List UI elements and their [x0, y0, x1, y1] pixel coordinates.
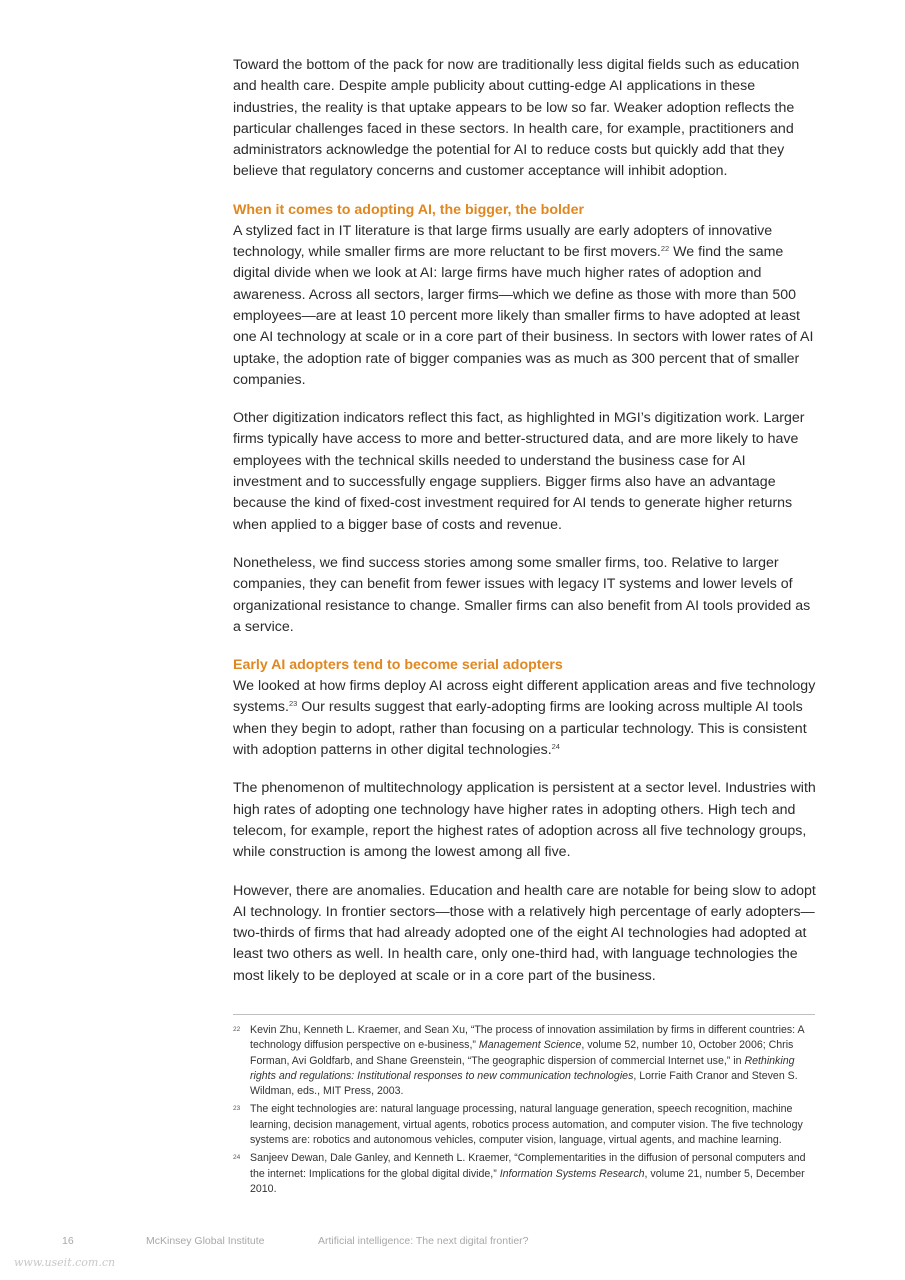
footer-publisher: McKinsey Global Institute	[146, 1235, 265, 1247]
heading-bigger-bolder: When it comes to adopting AI, the bigger, the bolder	[233, 201, 585, 218]
footer-report-title: Artificial intelligence: The next digital frontier?	[318, 1235, 529, 1247]
footnote-divider	[233, 1014, 815, 1015]
footnote-number: 23	[233, 1105, 241, 1113]
paragraph-application-areas: We looked at how firms deploy AI across eight different application areas and five technology systems.$^{23}$ Our results suggest that early-adopting firms are looking across multiple AI tools when they begin to adopt, rather than focusing on a particular technology. This is consistent with adoption patterns in other digital technologies.$^{24}$	[233, 678, 816, 759]
footnote-number: 24	[233, 1154, 241, 1162]
footnote-number: 22	[233, 1026, 241, 1033]
paragraph-smaller-firms: Nonetheless, we find success stories among some smaller firms, too. Relative to larger companies, they can benefit from fewer issues with legacy IT systems and lower levels of organizational resistance to change. Smaller firms can also benefit from AI tools provided as a service.	[233, 554, 811, 635]
heading-serial-adopters: Early AI adopters tend to become serial adopters	[233, 657, 563, 674]
footnote-ref-23[interactable]: 23	[288, 699, 298, 709]
main-text-column	[233, 55, 818, 1004]
footnote-22: 22 Kevin Zhu, Kenneth L. Kraemer, and Sean Xu, “The process of innovation assimilation by firms in different countries: A technology diffusion perspective on e-business,” Management Science, volume 52, number 10, October 2006; Chris Forman, Avi Goldfarb, and Shane Greenstein, “The geographic dispersion of commercial Internet use,” in Rethinking rights and regulations: Institutional responses to new communication technologies, Lorrie Faith Cranor and Steven S. Wildman, eds., MIT Press, 2003.	[233, 1024, 804, 1098]
footnote-24: 24 Sanjeev Dewan, Dale Ganley, and Kenneth L. Kraemer, “Complementarities in the diffusion of personal computers and the internet: Implications for the global digital divide,” Information Systems Research, volume 21, number 5, December 2010.	[233, 1152, 806, 1195]
footnote-ref-24[interactable]: 24	[551, 742, 560, 752]
paragraph-anomalies: However, there are anomalies. Education and health care are notable for being slow to adopt AI technology. In frontier sectors—those with a relatively high percentage of early adopters—two-thirds of firms that had already adopted one of the eight AI technologies had adopted at least two others as well. In health care, only one-third had, with language technologies the most likely to be deployed at scale or in a core part of the business.	[233, 882, 816, 984]
footnotes	[233, 1023, 815, 1200]
paragraph-digitization-indicators: Other digitization indicators reflect this fact, as highlighted in MGI’s digitization work. Larger firms typically have access to more and better-structured data, and are more likely to have employees with the technical skills needed to understand the business case for AI investment and to successfully engage suppliers. Bigger firms also have an advantage because the kind of fixed-cost investment required for AI tends to generate higher returns when applied to a bigger base of costs and revenue.	[233, 410, 805, 533]
watermark: www.useit.com.cn	[14, 1256, 116, 1269]
page-number: 16	[62, 1235, 74, 1247]
footnote-ref-22[interactable]: 22	[660, 244, 670, 254]
footnote-23: 23 The eight technologies are: natural language processing, natural language generation, speech recognition, machine learning, decision management, virtual agents, robotics process automation, and computer vision. The five technology systems are: robotics and autonomous vehicles, computer vision, language, virtual agents, and machine learning.	[233, 1103, 803, 1147]
paragraph-large-firms: A stylized fact in IT literature is that large firms usually are early adopters of innovative technology, while smaller firms are more reluctant to be first movers.$^{22}$ We find the same digital divide when we look at AI: large firms have much higher rates of adoption and awareness. Across all sectors, larger firms—which we define as those with more than 500 employees—are at least 10 percent more likely than smaller firms to have adopted at least one AI technology at scale or in a core part of their business. In sectors with lower rates of AI uptake, the adoption rate of bigger companies was as much as 300 percent that of smaller companies.	[233, 222, 814, 388]
paragraph-education-health: Toward the bottom of the pack for now are traditionally less digital fields such as education and health care. Despite ample publicity about cutting-edge AI applications in these industries, the reality is that uptake appears to be low so far. Weaker adoption reflects the particular challenges faced in these sectors. In health care, for example, practitioners and administrators acknowledge the potential for AI to reduce costs but quickly add that they believe that regulatory concerns and customer acceptance will inhibit adoption.	[233, 57, 800, 180]
paragraph-multitechnology: The phenomenon of multitechnology application is persistent at a sector level. Industries with high rates of adopting one technology have higher rates in adopting others. High tech and telecom, for example, report the highest rates of adoption across all five technology groups, while construction is among the lowest among all five.	[233, 780, 816, 861]
